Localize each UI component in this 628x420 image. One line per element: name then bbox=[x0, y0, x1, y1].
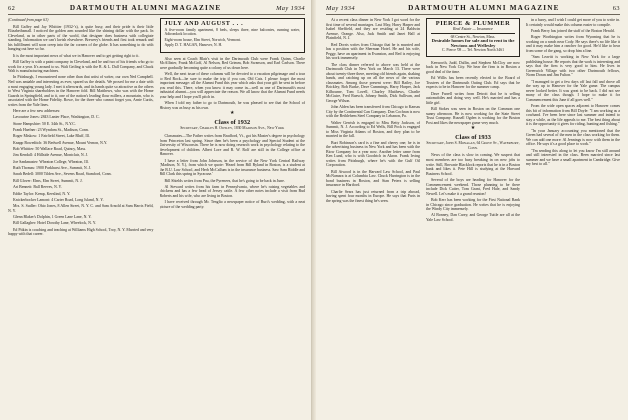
ad-lead: Desirable homes for sale and to rent in the Newtons and Wellesley bbox=[431, 38, 515, 48]
paragraph: Frank Haefner: 23 Wyndom St., Madison, Conn. bbox=[13, 128, 89, 133]
ad-rule bbox=[431, 33, 515, 34]
paragraph: Mrs. S. Sudler: Ohio Jones, 8 Allen Street, N. Y. C. and Sam Arnold at Sam Harris Field, N. Y. bbox=[8, 204, 154, 213]
paragraph: I have a letter from John Johnson, in the service of the New York Central Railway (Madison, N. Y.), from which we quote: 'Heard from Bill Ryland in Boston, is a student at the B.U. Law School, and Herb McCallum is in the insurance business. Saw Sam Riddle and Bill Clark this spring in Syracuse.' bbox=[159, 158, 305, 177]
column-body bbox=[426, 61, 520, 126]
paragraph: Glenn Blaker's Dolphin, 1 Green Lane Lane, N. Y. bbox=[13, 215, 92, 220]
paragraph: Ed Willis has been recently elected to the Board of Trustees of the Dartmouth Outing Club. Ed says that he expects to be in Hanover for the summer camp. bbox=[426, 76, 520, 90]
paragraph: Bill Glover: Elms, Elm Street, Summit, N. J. bbox=[13, 178, 83, 183]
paragraph: Bill Shields writes from Pau, the Pyrenees, that he's going to be back in June. bbox=[164, 178, 285, 183]
class-heading: Class of 1932 bbox=[214, 118, 251, 126]
page-header bbox=[326, 4, 620, 15]
paragraph: Al Steward writes from his farm in Pennsylvania, where he's raising vegetables and chickens and has a few head of Jersey cattle. A few other notes include a visit from Bud Roberts and his wife, who are living in Boston. bbox=[159, 184, 305, 198]
right-column-2 bbox=[426, 18, 520, 420]
paragraph: Eddie Taylor: Kemp, Keeslind, N. Y. bbox=[13, 191, 71, 196]
paragraph: The class dinner referred to above was held at the Dartmouth Club in New York on March 13. There were about twenty-three there, meeting old friends again, shaking hands, and catching up on all the news of the various classmates. Among those present were: Bill Bailey, Joe Brickley, Bob Burke, Dave Cummings, Harry Harper, Jack Kilbourne, Tom Lovell, Charley Matthews, Charlie McGuire, Fred Ruesch, Johnny Smith, Dick Sullivan, and George Wilson. bbox=[326, 62, 420, 103]
paragraph: Also seen at Coach Blair's visit in the Dartmouth Club were Frank Quinn, Charlie McAllister, Frank McGoff, Al Nelson, Red Grimm, Bob Swanson, and Earl Carlson. There were gradually becoming quite a colony of us down here. bbox=[159, 56, 305, 70]
right-columns bbox=[326, 18, 620, 420]
paragraph: Jim Kendall: 4 Hillside Avenue, Montclair, N. J. bbox=[13, 153, 89, 158]
paragraph: Frank Berry has joined the staff of the Boston Herald. bbox=[531, 28, 615, 33]
ad-address: 68 Centre St., Newton, Mass. bbox=[450, 34, 496, 39]
running-title: DARTMOUTH ALUMNI MAGAZINE bbox=[408, 4, 560, 12]
paragraph: in a hurry, and I wish I could get more of you to write in. It certainly would make this column easier to compile. bbox=[526, 18, 620, 27]
paragraph: "Sam Leavitt is working in New York for a large publishing house. He reports that the work is interesting and says that the firm is very good to him. He lives in Greenwich Village with two other Dartmouth fellows, Norm Doran and Jim Fulton." bbox=[526, 55, 620, 78]
ad-contact: C. Pierce '08 — Tel. Newton North 3461 bbox=[441, 48, 505, 53]
ad-title: JULY AND AUGUST . . . bbox=[164, 20, 244, 27]
right-page bbox=[316, 0, 628, 420]
paragraph: Several of the boys are heading for Hanover for the Commencement weekend. Those planning to be there include Dick Cutter, Tom Grant, Fred Hale, and Sandy Newell. Let's make it a grand reunion! bbox=[426, 178, 520, 196]
paragraph: Charlie Sears has just returned from a trip abroad, having spent four months in Europe. He says that Paris in the spring was the finest thing he's seen. bbox=[326, 189, 420, 203]
right-column-3 bbox=[526, 18, 620, 420]
ad-line: Apply D. T. HAGAN, Hanover, N. H. bbox=[164, 43, 223, 48]
ad-firm-name: PIERCE & PLUMMER bbox=[435, 20, 511, 27]
ad-line: Eight-room house, Elm Street, Norwich, Vermont. bbox=[164, 37, 241, 42]
paragraph: It is the most important news of what we in Hanover and to get getting right to it. bbox=[13, 53, 140, 58]
section-star-icon: ★ bbox=[470, 126, 476, 132]
issue-date: May 1934 bbox=[326, 5, 355, 12]
class-secretary: Secretary, John S. Monagan, 64 Grove St., Waterbury, Conn. bbox=[426, 141, 520, 150]
page-number: 62 bbox=[8, 5, 16, 12]
paragraph: Art Bennett: Ball Reeves, N. Y. bbox=[13, 185, 62, 190]
ad-subtitle: Real Estate — Insurance bbox=[453, 25, 493, 31]
paragraph: Burt Robinson's card is a fine and cheery one; he is in the advertising business in New York and has been with the Biow Company for a year now. Another letter came from Ken Lund, who is with Goodrich in Akron. Frank Irving writes from Pittsburgh, where he's with the Gulf Oil Corporation. bbox=[326, 140, 420, 168]
paragraph: Bill Gaffey and Jay Whittier (1932-'s), is quite busy, and their pride is their little Elizabethsmall. I noticed the golden arm sounded like the shining dollar with the pack. In Cleveland, as in other parts of the world, that designer does business with collegiate standing. Information we can't lavish elsewhere. Brewery's friends and first took remark and his fulfillment will soon creep into the far corners of the globe. It has something to do with hanging out here so far. bbox=[8, 24, 154, 52]
paragraph: Al Bonney, Dan Carey, and George Tuttle are all at the Yale Law School. bbox=[426, 213, 520, 222]
paragraph: Bill Gallagher: Hotel Dorothy Lane, Wheelock, N. Y. bbox=[13, 221, 97, 226]
paragraph: "In your January accounting you mentioned that the Green had several of the men in the class working for them. We can add one more: Al Jennings is now with them in the office. He says it's a good place to work." bbox=[526, 128, 620, 147]
page-header bbox=[8, 4, 305, 15]
ad-line: A five-room family apartment, 8 beds, sleeps three, nine balconies, running water, Adirondack location. bbox=[164, 27, 300, 36]
paragraph: Roger Miskow: 1 Fairfield Street, Lake Bluff, Ill. bbox=[13, 134, 90, 139]
column-body bbox=[160, 134, 306, 209]
ad-body bbox=[165, 28, 301, 48]
page-number: 63 bbox=[612, 5, 620, 12]
paragraph: Bob Whittier: 50 Wallace Road, Quincy, Mass. bbox=[13, 147, 87, 152]
continued-label: (Continued from page 61) bbox=[8, 18, 49, 22]
paragraph: Red Dorris writes from Chicago that he is married and has a position with the Sherman Hotel. He and his wife, Peggy, have an apartment in Evanston, and Red is enjoying his work immensely. bbox=[326, 42, 420, 61]
paragraph: Dave Farrell writes from Detroit that he is selling automobiles and doing very well. He's married and has a little girl. bbox=[426, 91, 520, 105]
paragraph: Ed Pitkin is coaching and teaching at Williams High School, Troy, N. Y. Married and very happy with that career. bbox=[8, 227, 154, 237]
paragraph: Knapp Boweditch: 36 Bedwell Avenue, Mount Vernon, N.Y. bbox=[13, 140, 108, 145]
paragraph: Lavourine Jones: 2843 Lanier Place, Washington, D. C. bbox=[13, 115, 100, 120]
column-body bbox=[8, 25, 154, 237]
paragraph: At a recent class dinner in New York I got word for the first time of several marriages. Last May, Harry Harper and Isabel Sheffield, and they are residing at 24 Baldwin Avenue, Orange. Also, Jack Smith and Janet Hall at Plainfield, N. J. bbox=[326, 18, 420, 41]
ad-july-august bbox=[160, 18, 306, 53]
right-column-1 bbox=[326, 18, 420, 420]
issue-date: May 1934 bbox=[276, 5, 305, 12]
paragraph: Bill Stokes was seen in Boston on the Common one sunny afternoon. He is now working for the State Street Trust Company. Russell Ogden is working for the Boston Post and likes the newspaper game very much. bbox=[426, 107, 520, 125]
left-page bbox=[0, 0, 312, 420]
class-secretary: Secretary, Charles H. Owsley, 1830 Madison Ave., New York bbox=[180, 126, 285, 131]
paragraph: Joe Sankmaster: Wheaton College, Wheaton, Ill. bbox=[13, 159, 89, 164]
paragraph: Bob Kerr has been working for the First National Bank in Chicago since graduation. He writes that he is enjoying the Windy City immensely. bbox=[426, 197, 520, 212]
left-column-2 bbox=[160, 18, 306, 420]
class-heading: Class of 1933 bbox=[455, 133, 491, 141]
column-body bbox=[160, 57, 306, 111]
paragraph: Classmates—The Father writes from Bradford, Vt., got his Master's degree in psychology from Princeton last spring. Since then he's been a psychology and Special Student at the University of Wisconsin. There he is now doing research work in psychology relating to the development of children. Albert Lore and R. W. Rolf are still in the College office at Hanover. bbox=[159, 133, 305, 157]
paragraph: Bill Gaffey is with a paint company in Cleveland, and he and two of his friends who go to work for a year. It's around to us. Walt Geiling is with the R. & L. Dall Company, and Chuck Walt is manufacturing machines. bbox=[8, 59, 154, 74]
ad-pierce-plummer bbox=[426, 18, 520, 57]
paragraph: In Pittsburgh, I encountered none other than that artist of writer, our own Ned Campbell. Ned was amiable and interesting as ever, spared us the details. We prosed for me a date with a most engaging young lady. I met it afterwards, and its hands quite so attractive as the others to West Virginia shareholders in the Hanover fold. Bill Matthews, who was with the Home Guards in Springfield, and to it, one of the nation's leading flour millers, a mountain, who is associated with the Home Fidelity. Rowe, for the three who cannot forget you, Arnie Curtis, writes from the Yale lines. bbox=[8, 75, 154, 107]
paragraph: Well, the next issue of these columns will be devoted to a vacation pilgrimage and a tour to Red Rock—be sure to make the trip if you can, Old Cats. I please forget the most important message: all the Alumni Fund this year which asks that your gift be sent in before you read this. There, when you know it may come in—well as one of Dartmouth's most industrial alumni—you will appreciate the reason. We all know that the Alumni Fund needs your help and I hope you'll pitch in. bbox=[159, 72, 305, 99]
paragraph: News of the class is slow in coming. We suspect that most members are too busy breaking in on new jobs to write. Still, Brownie Blacklock reports that he is in a Boston bank and likes it. Pete Hill is studying at the Harvard Business School. bbox=[426, 153, 520, 176]
paragraph: Bill Atwood is in the Harvard Law School, and Paul McNamara is at Columbia Law. Chuck Harrington is in the bond business in Boston, and Stan Peters is selling insurance in Hartford. bbox=[326, 169, 420, 188]
paragraph: Stone Hampshire: 50 E. 34th St., N.Y.C. bbox=[13, 121, 76, 126]
paragraph: I have received through Mr. Tenglio a newspaper notice of Burt's wedding, with a neat picture of the wedding party. bbox=[159, 200, 305, 209]
paragraph: When I told my father to go to Dartmouth, he was pleased to see that the School of History was as busy as his own. bbox=[159, 101, 305, 110]
column-body bbox=[426, 153, 520, 222]
paragraph: Roger Worthington writes from Wyoming that he is working on a ranch near Cody. He says there's no life like it and it may make him a rancher for good. He'd like to hear from some of the gang, so drop him a line. bbox=[526, 35, 620, 53]
left-columns bbox=[8, 18, 305, 420]
paragraph: Kenworth, Judd, Dallin, and Stephen McCloy are now back in New York City. We hear the firm is in Boston a good deal of the time. bbox=[426, 60, 520, 74]
paragraph: "I'm sending this along to let you know I'm still around and still interested in the class. Been married since last summer and we have a small apartment in Cambridge. Give my best to all." bbox=[526, 148, 620, 167]
left-column-1 bbox=[8, 18, 154, 420]
paragraph: "I managed to get a few days off last fall and drove all the way up to Hanover for the Yale game. The campus never looked better. It was great to be back. I did not see many of the class though. I hope to make it for Commencement this June if all goes well." bbox=[526, 79, 620, 102]
running-title: DARTMOUTH ALUMNI MAGAZINE bbox=[69, 4, 222, 12]
paragraph: Knickerbocker Lamont: 4 Carter Road, Long Island, N. Y. bbox=[13, 197, 104, 202]
paragraph: Walter Gerrish is engaged to Miss Betty Jackson, of Summit, N. J. According to Ed Wells, Bill Pock is engaged to Miss Virginia Adams of Boston, and they plan to be married in the fall. bbox=[326, 120, 420, 139]
paragraph: John Alden has been transferred from Chicago to Kansas City by the Continental Can Company. Don Cochran is now with the Bethlehem Steel Company in Lebanon, Pa. bbox=[326, 105, 420, 119]
paragraph: Ruth Thomas: 1900 Parkhurst Ave., Summit, N. J. bbox=[13, 166, 92, 171]
section-star-icon: ★ bbox=[230, 111, 235, 117]
paragraph: Here are a few new addresses: bbox=[13, 109, 61, 114]
paragraph: From the wide open spaces adjacent to Hanover comes this bit of information from Bill Doyle: "I am working as a cowhand. I've been here since last summer and intend to stay a while, as the life appeals to me. The best thing about it is the opportunity it gives for riding, hunting and fishing." bbox=[526, 104, 620, 127]
paragraph: Sarah Bedell: 3000 Tilden Ave., Sevens Road, Stamford, Conn. bbox=[13, 172, 112, 177]
